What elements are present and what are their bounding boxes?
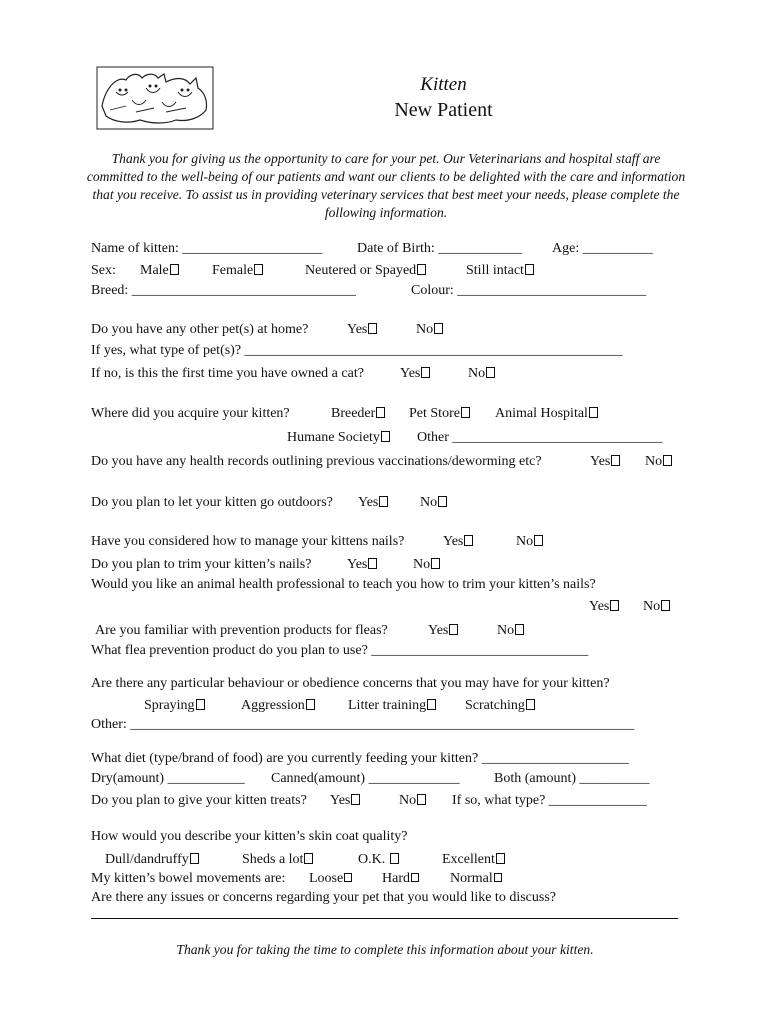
skin-coat-question: How would you describe your kitten’s skin coat quality? [91, 829, 408, 844]
animal-hospital-option[interactable]: Animal Hospital [495, 406, 598, 422]
other-pets-question: Do you have any other pet(s) at home? [91, 322, 309, 337]
breed-field[interactable]: Breed: ________________________________ [91, 283, 356, 298]
checkbox[interactable] [611, 455, 620, 466]
diet-field[interactable]: What diet (type/brand of food) are you currently feeding your kitten? _____________________ [91, 751, 629, 766]
checkbox[interactable] [589, 407, 598, 418]
other-pets-no[interactable]: No [416, 322, 443, 338]
checkbox[interactable] [417, 794, 426, 805]
checkbox[interactable] [351, 794, 360, 805]
checkbox[interactable] [610, 600, 619, 611]
flea-product-field[interactable]: What flea prevention product do you plan to use? _______________________________ [91, 643, 589, 658]
health-records-no[interactable]: No [645, 454, 672, 470]
nails-trim-question: Do you plan to trim your kitten’s nails? [91, 557, 312, 572]
ok-option[interactable]: O.K. [358, 852, 399, 868]
loose-option[interactable]: Loose [309, 871, 352, 887]
nails-manage-question: Have you considered how to manage your kittens nails? [91, 534, 405, 549]
issues-question: Are there any issues or concerns regarding your pet that you would like to discuss? [91, 890, 556, 905]
treats-no[interactable]: No [399, 793, 426, 809]
female-checkbox[interactable] [254, 264, 263, 275]
checkbox[interactable] [190, 853, 199, 864]
fleas-no[interactable]: No [497, 623, 524, 639]
checkbox[interactable] [431, 558, 440, 569]
checkbox[interactable] [411, 873, 419, 882]
intact-option[interactable]: Still intact [466, 263, 534, 279]
checkbox[interactable] [196, 699, 205, 710]
checkbox[interactable] [344, 873, 352, 882]
breeder-option[interactable]: Breeder [331, 406, 385, 422]
checkbox[interactable] [663, 455, 672, 466]
neutered-checkbox[interactable] [417, 264, 426, 275]
fleas-question: Are you familiar with prevention products for fleas? [95, 623, 388, 638]
checkbox[interactable] [661, 600, 670, 611]
nails-teach-no[interactable]: No [643, 599, 670, 615]
nails-teach-question: Would you like an animal health professional to teach you how to trim your kitten’s nails? [91, 577, 596, 592]
male-checkbox[interactable] [170, 264, 179, 275]
first-time-no[interactable]: No [468, 366, 495, 382]
treats-yes[interactable]: Yes [330, 793, 360, 809]
hard-option[interactable]: Hard [382, 871, 419, 887]
nails-manage-yes[interactable]: Yes [443, 534, 473, 550]
scratching-option[interactable]: Scratching [465, 698, 535, 714]
other-behaviour-field[interactable]: Other: ________________________________________________________________________ [91, 717, 635, 732]
canned-amount-field[interactable]: Canned(amount) _____________ [271, 771, 460, 786]
checkbox[interactable] [461, 407, 470, 418]
sex-label: Sex: [91, 263, 116, 278]
aggression-option[interactable]: Aggression [241, 698, 315, 714]
checkbox[interactable] [421, 367, 430, 378]
checkbox[interactable] [368, 558, 377, 569]
checkbox[interactable] [449, 624, 458, 635]
nails-trim-no[interactable]: No [413, 557, 440, 573]
closing-note: Thank you for taking the time to complete this information about your kitten. [176, 942, 594, 957]
outdoors-question: Do you plan to let your kitten go outdoors? [91, 495, 333, 510]
checkbox[interactable] [304, 853, 313, 864]
intact-checkbox[interactable] [525, 264, 534, 275]
checkbox[interactable] [379, 496, 388, 507]
age-field[interactable]: Age: __________ [552, 241, 653, 256]
checkbox[interactable] [434, 323, 443, 334]
treat-type-field[interactable]: If so, what type? ______________ [452, 793, 647, 808]
bowel-question: My kitten’s bowel movements are: [91, 871, 286, 886]
nails-manage-no[interactable]: No [516, 534, 543, 550]
acquire-question: Where did you acquire your kitten? [91, 406, 290, 421]
checkbox[interactable] [376, 407, 385, 418]
dob-field[interactable]: Date of Birth: ____________ [357, 241, 523, 256]
first-time-question: If no, is this the first time you have owned a cat? [91, 366, 364, 381]
neutered-option[interactable]: Neutered or Spayed [305, 263, 426, 279]
other-pets-yes[interactable]: Yes [347, 322, 377, 338]
checkbox[interactable] [390, 853, 399, 864]
fleas-yes[interactable]: Yes [428, 623, 458, 639]
checkbox[interactable] [438, 496, 447, 507]
outdoors-yes[interactable]: Yes [358, 495, 388, 511]
pet-store-option[interactable]: Pet Store [409, 406, 470, 422]
health-records-yes[interactable]: Yes [590, 454, 620, 470]
issues-answer-line[interactable] [91, 918, 678, 919]
behaviour-question: Are there any particular behaviour or obedience concerns that you may have for your kitten? [91, 676, 610, 691]
checkbox[interactable] [534, 535, 543, 546]
nails-trim-yes[interactable]: Yes [347, 557, 377, 573]
male-option[interactable]: Male [140, 263, 179, 279]
both-amount-field[interactable]: Both (amount) __________ [494, 771, 650, 786]
colour-field[interactable]: Colour: ___________________________ [411, 283, 647, 298]
litter-option[interactable]: Litter training [348, 698, 436, 714]
checkbox[interactable] [494, 873, 502, 882]
normal-option[interactable]: Normal [450, 871, 502, 887]
intro-paragraph: Thank you for giving us the opportunity to care for your pet. Our Veterinarians and hospital staff are committed to the well-being of our patients and want our clients to be delighted with the care and information that you receive. To assist us in providing veterinary services that best meet your needs, please complete the following information. [86, 151, 686, 220]
form-title: Kitten [420, 74, 467, 95]
checkbox[interactable] [464, 535, 473, 546]
dull-option[interactable]: Dull/dandruffy [105, 852, 199, 868]
checkbox[interactable] [486, 367, 495, 378]
checkbox[interactable] [515, 624, 524, 635]
other-source-field[interactable]: Other ______________________________ [417, 430, 663, 445]
spraying-option[interactable]: Spraying [144, 698, 205, 714]
nails-teach-yes[interactable]: Yes [589, 599, 619, 615]
dry-amount-field[interactable]: Dry(amount) ___________ [91, 771, 245, 786]
health-records-question: Do you have any health records outlining previous vaccinations/deworming etc? [91, 454, 542, 469]
checkbox[interactable] [427, 699, 436, 710]
treats-question: Do you plan to give your kitten treats? [91, 793, 307, 808]
humane-society-option[interactable]: Humane Society [287, 430, 390, 446]
sheds-option[interactable]: Sheds a lot [242, 852, 313, 868]
female-option[interactable]: Female [212, 263, 263, 279]
form-subtitle: New Patient [394, 99, 493, 121]
checkbox[interactable] [496, 853, 505, 864]
first-time-yes[interactable]: Yes [400, 366, 430, 382]
checkbox[interactable] [368, 323, 377, 334]
pet-type-field[interactable]: If yes, what type of pet(s)? ______________________________________________________ [91, 343, 623, 358]
checkbox[interactable] [526, 699, 535, 710]
outdoors-no[interactable]: No [420, 495, 447, 511]
name-field[interactable]: Name of kitten: ____________________ [91, 241, 323, 256]
checkbox[interactable] [381, 431, 390, 442]
checkbox[interactable] [306, 699, 315, 710]
excellent-option[interactable]: Excellent [442, 852, 505, 868]
